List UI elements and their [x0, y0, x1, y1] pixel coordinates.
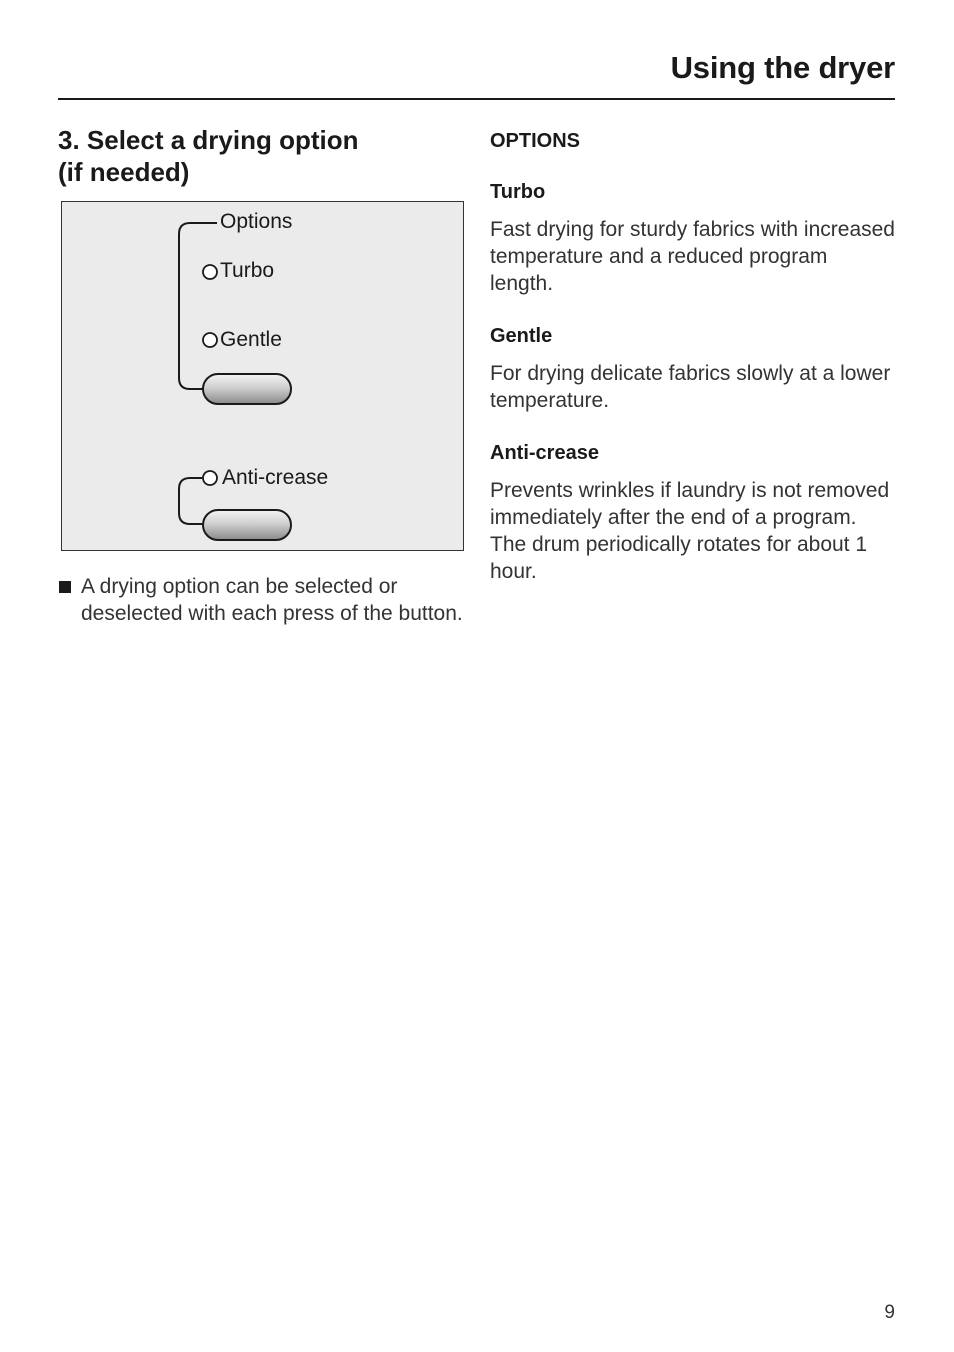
title-rule	[58, 98, 895, 100]
anti-crease-indicator-lamp	[203, 471, 217, 485]
right-column	[490, 130, 896, 585]
option-name: Gentle	[490, 325, 553, 347]
left-column	[58, 124, 464, 627]
turbo-indicator-lamp	[203, 265, 217, 279]
page-title: Using the dryer	[670, 50, 895, 85]
section-heading-line2: (if needed)	[58, 157, 190, 187]
anti-crease-bracket	[179, 478, 203, 524]
options-button[interactable]	[203, 374, 291, 404]
option-gentle	[490, 325, 896, 414]
selection-note-text: A drying option can be selected or deselected with each press of the button.	[81, 575, 463, 625]
option-description: Fast drying for sturdy fabrics with increased temperature and a reduced program length.	[490, 218, 895, 295]
option-description: Prevents wrinkles if laundry is not removed immediately after the end of a program. The drum periodically rotates for about 1 hour.	[490, 479, 890, 583]
gentle-indicator-lamp	[203, 333, 217, 347]
option-name: Turbo	[490, 181, 546, 203]
gentle-indicator-label: Gentle	[220, 328, 282, 351]
control-panel-drawing	[62, 202, 463, 550]
options-group-bracket	[179, 223, 217, 389]
options-group-label: Options	[220, 210, 293, 233]
selection-note	[58, 573, 464, 627]
page-number: 9	[884, 1302, 895, 1323]
anti-crease-button[interactable]	[203, 510, 291, 540]
turbo-indicator-label: Turbo	[220, 259, 275, 282]
option-name: Anti-crease	[490, 442, 599, 464]
options-heading: OPTIONS	[490, 130, 581, 152]
option-anti-crease	[490, 442, 896, 585]
bullet-square-icon	[59, 581, 71, 593]
section-heading	[58, 124, 464, 188]
section-heading-line1: 3. Select a drying option	[58, 125, 359, 155]
control-panel-illustration	[61, 201, 464, 551]
option-description: For drying delicate fabrics slowly at a lower temperature.	[490, 362, 891, 412]
option-turbo	[490, 181, 896, 297]
anti-crease-indicator-label: Anti-crease	[222, 466, 329, 489]
